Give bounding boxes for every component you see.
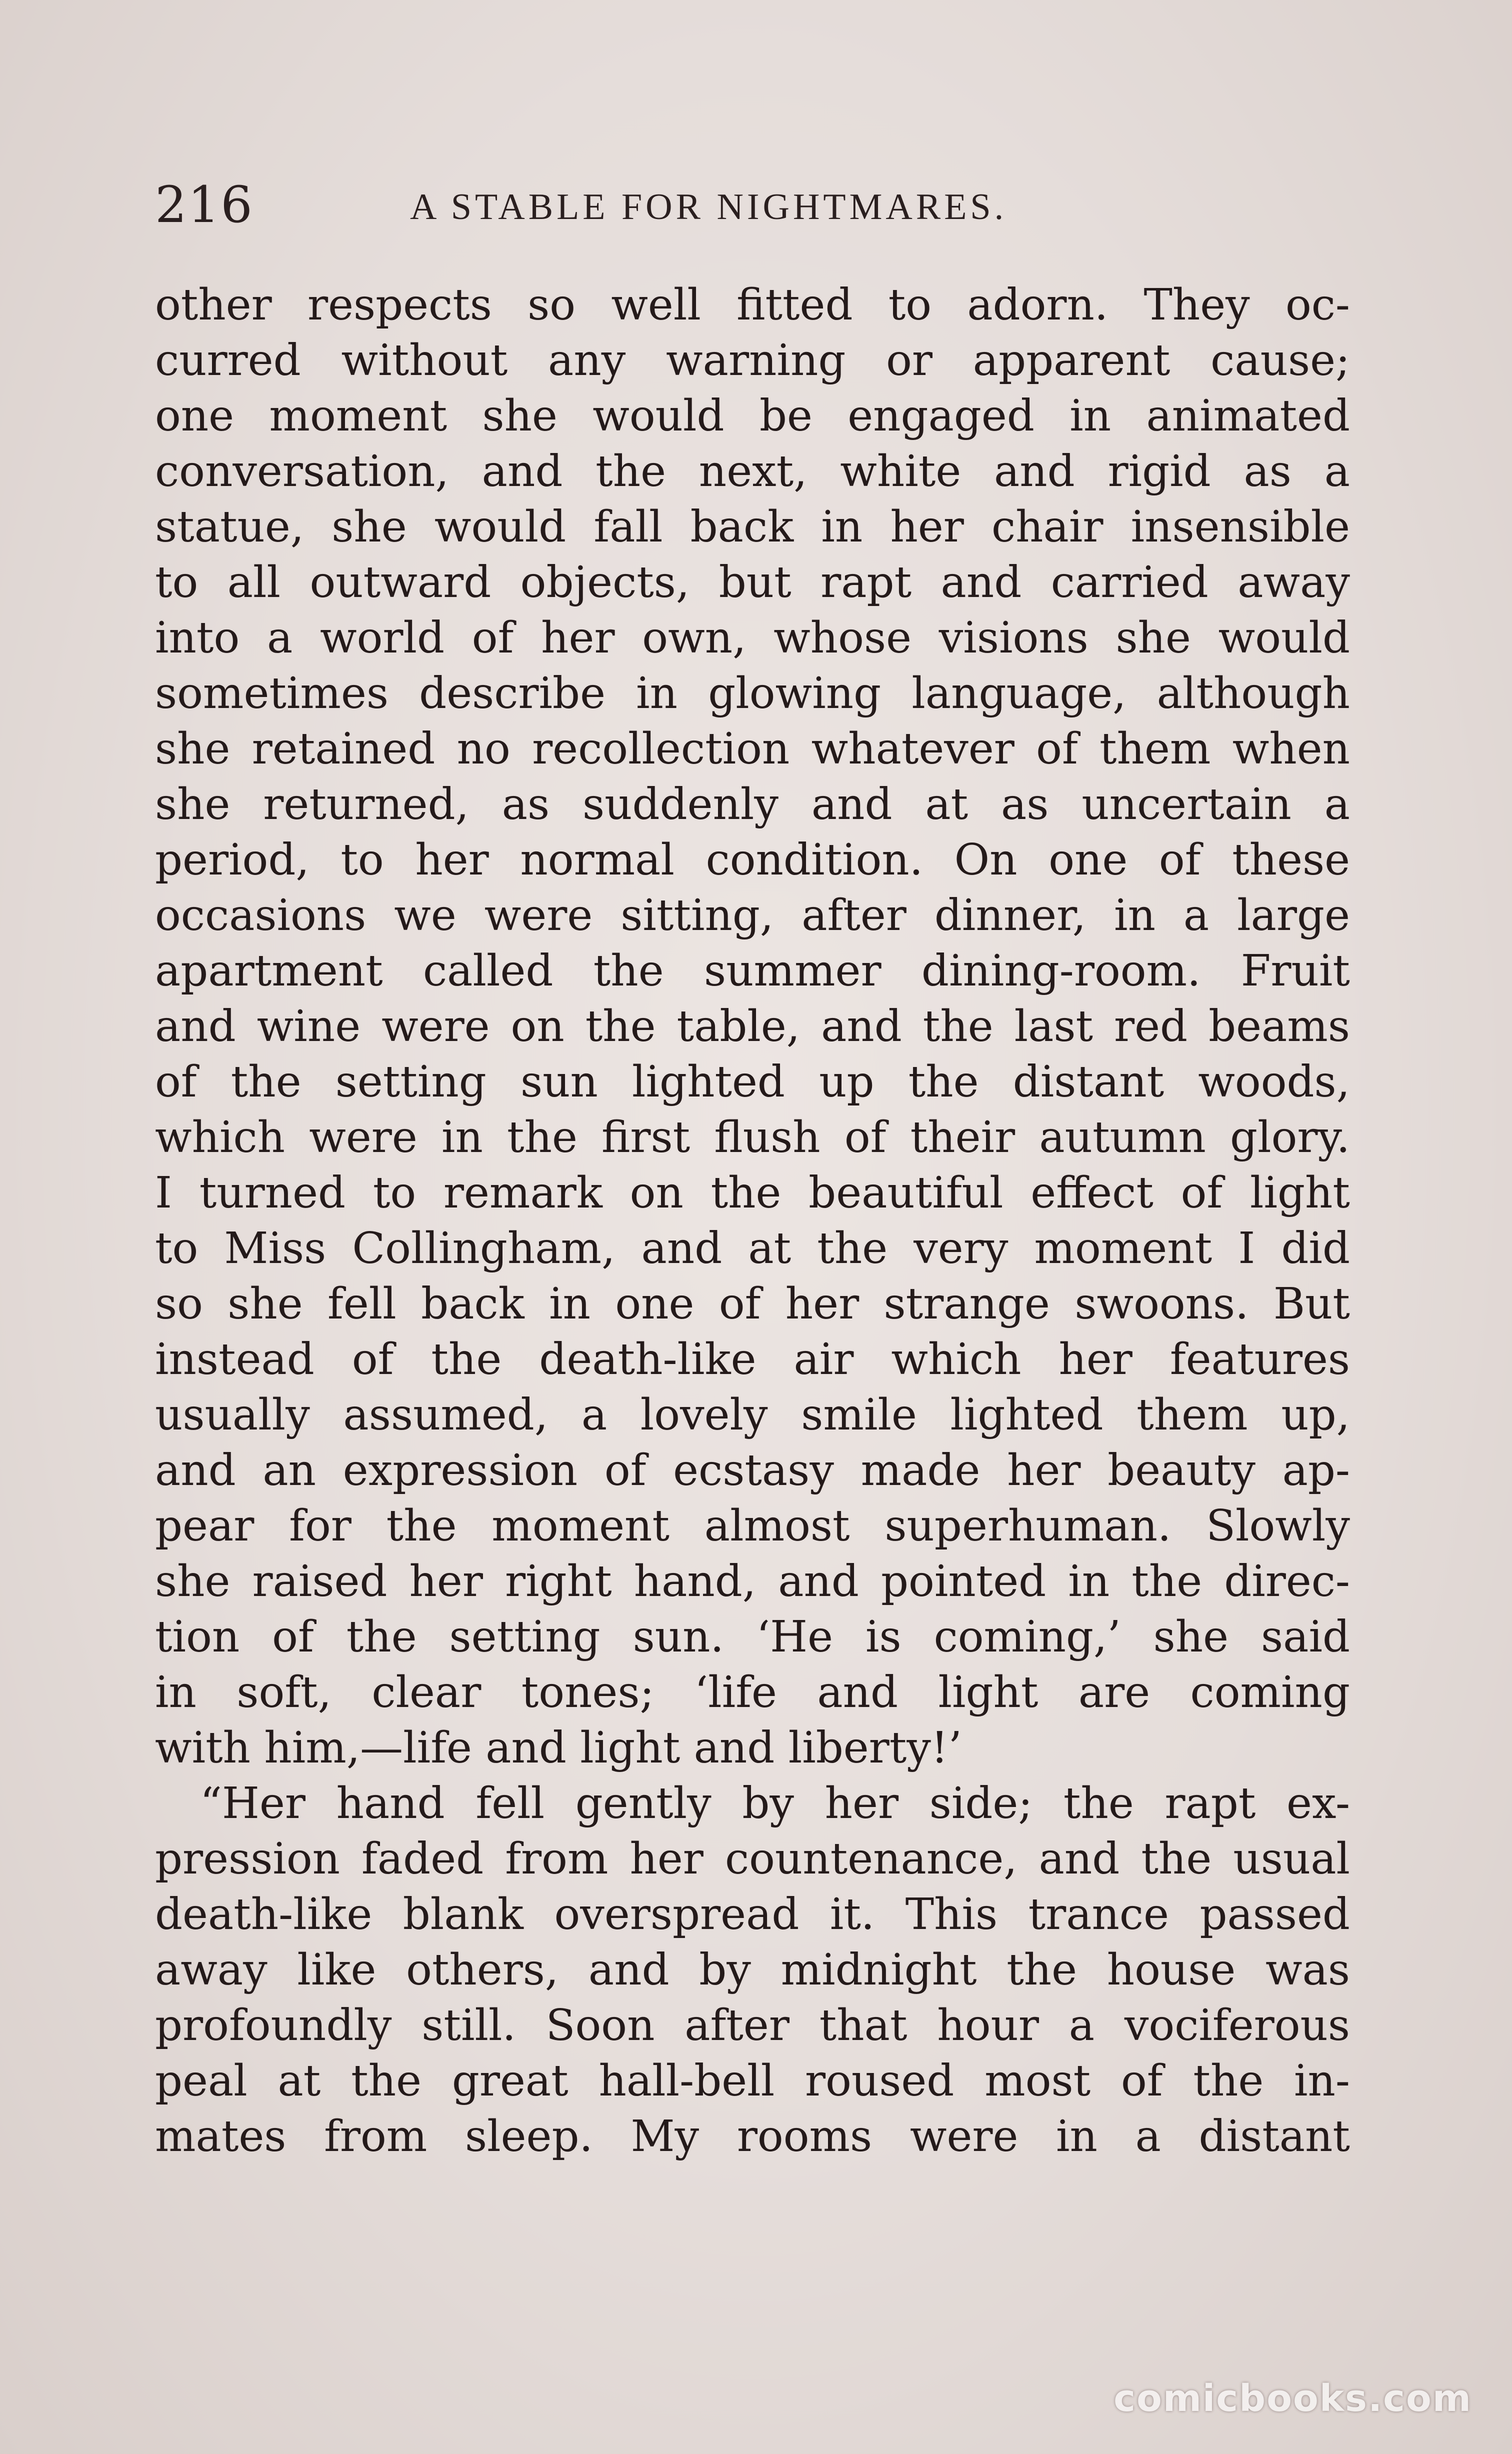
text-line: she retained no recollection whatever of them when	[155, 724, 1350, 774]
text-line: into a world of her own, whose visions she would	[155, 613, 1350, 663]
running-title: A STABLE FOR NIGHTMARES.	[410, 186, 1008, 228]
text-line: of the setting sun lighted up the distant woods,	[155, 1057, 1350, 1107]
text-line: away like others, and by midnight the house was	[155, 1945, 1350, 1995]
text-line: one moment she would be engaged in animated	[155, 391, 1350, 441]
text-line: pear for the moment almost superhuman. Slowly	[155, 1501, 1350, 1551]
text-line: mates from sleep. My rooms were in a distant	[155, 2112, 1350, 2162]
text-line: statue, she would fall back in her chair insensible	[155, 502, 1350, 552]
text-line: so she fell back in one of her strange swoons. But	[155, 1279, 1350, 1329]
text-line: peal at the great hall-bell roused most of the in-	[155, 2056, 1350, 2106]
page-number: 216	[155, 176, 254, 234]
text-line: she raised her right hand, and pointed in the direc-	[155, 1556, 1350, 1606]
text-line: conversation, and the next, white and rigid as a	[155, 446, 1350, 496]
text-line: apartment called the summer dining-room. Fruit	[155, 946, 1350, 996]
paragraph-start-line: “Her hand fell gently by her side; the rapt ex-	[200, 1778, 1350, 1828]
text-line: I turned to remark on the beautiful effect of light	[155, 1168, 1350, 1218]
text-line: tion of the setting sun. ‘He is coming,’ she said	[155, 1612, 1350, 1662]
text-line: usually assumed, a lovely smile lighted them up,	[155, 1390, 1350, 1440]
page-header	[155, 178, 1355, 232]
text-line: sometimes describe in glowing language, although	[155, 668, 1350, 718]
text-line: in soft, clear tones; ‘life and light are coming	[155, 1668, 1350, 1718]
text-line: to Miss Collingham, and at the very moment I did	[155, 1224, 1350, 1274]
body-text	[155, 278, 1350, 2164]
text-line: period, to her normal condition. On one of these	[155, 835, 1350, 885]
text-line: which were in the first flush of their autumn glory.	[155, 1112, 1350, 1162]
text-line: and an expression of ecstasy made her beauty ap-	[155, 1446, 1350, 1496]
text-line: instead of the death-like air which her features	[155, 1334, 1350, 1384]
text-line: death-like blank overspread it. This trance passed	[155, 1890, 1350, 1940]
text-line: profoundly still. Soon after that hour a vociferous	[155, 2000, 1350, 2050]
watermark: comicbooks.com	[1114, 2377, 1472, 2420]
text-line: curred without any warning or apparent cause;	[155, 336, 1350, 386]
text-line: occasions we were sitting, after dinner, in a large	[155, 890, 1350, 940]
text-line: pression faded from her countenance, and the usual	[155, 1834, 1350, 1884]
text-line: she returned, as suddenly and at as uncertain a	[155, 780, 1350, 830]
text-line: with him,—life and light and liberty!’	[155, 1723, 962, 1773]
text-line: other respects so well fitted to adorn. They oc-	[155, 280, 1350, 330]
text-line: and wine were on the table, and the last red beams	[155, 1002, 1350, 1052]
text-line: to all outward objects, but rapt and carried away	[155, 558, 1350, 608]
